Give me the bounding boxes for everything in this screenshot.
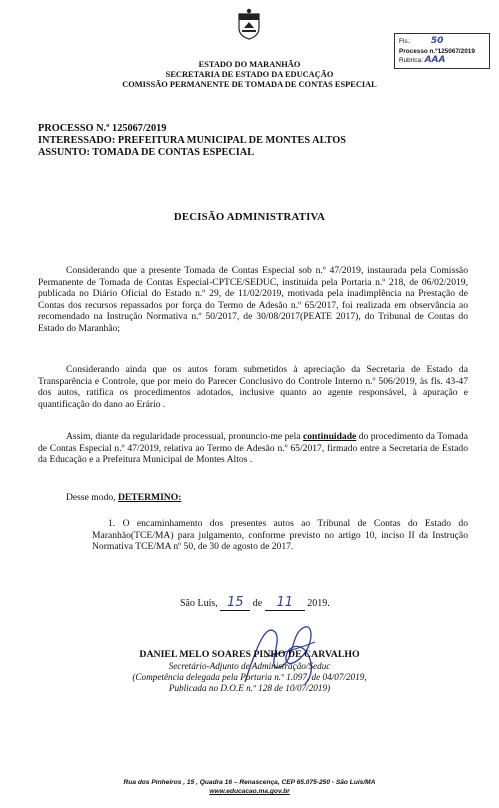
folio-stamp <box>394 33 490 69</box>
stamp-fls-value: 50 <box>430 36 444 46</box>
header-state: ESTADO DO MARANHÃO <box>198 60 301 69</box>
paragraph-3-end: do procedimento da Tomada de Contas Especial n.º 47/2019, relativa ao Termo de Adesão n.º 65/2017, firmado entre a Secretaria de Estado da Educação e a Prefeitura Municipal de Montes Altos . <box>38 431 468 466</box>
list-item-text: O encaminhamento dos presentes autos ao Tribunal de Contas do Estado do Maranhão(TCE/MA) para julgamento, conforme previsto no artigo 10, inciso II da Instrução Normativa TCE/MA nº 50, de 30 de agosto de 2017. <box>92 518 468 553</box>
stamp-processo-label: Processo n.º <box>399 47 438 55</box>
date-month: 11 <box>265 595 305 611</box>
date-place: São Luís, <box>180 598 218 609</box>
date-year: 2019. <box>307 598 330 609</box>
paragraph-3-emphasis: continuidade <box>302 431 357 442</box>
case-assunto: ASSUNTO: TOMADA DE CONTAS ESPECIAL <box>38 147 255 158</box>
list-item <box>92 518 468 553</box>
signatory-name: DANIEL MELO SOARES PINHO DE CARVALHO <box>139 649 360 660</box>
place-date-line <box>180 595 330 611</box>
paragraph-4-start: Desse modo, <box>66 492 118 503</box>
signatory-delegation: (Competência delegada pela Portaria n.º 1.097, de 04/07/2019, <box>132 672 367 682</box>
stamp-fls-label: Fls.: <box>399 38 412 45</box>
header-secretariat: SECRETARIA DE ESTADO DA EDUCAÇÃO <box>165 70 334 79</box>
paragraph-1: Considerando que a presente Tomada de Contas Especial sob n.º 47/2019, instaurada pela Comissão Permanente de Tomada de Contas Especial-CPTCE/SEDUC, instituída pela Portaria n.º 218, de 06/02/2019, publicada no Diário Oficial do Estado n.º 29, de 11/02/2019, motivada pela inadimplência na Prestação de Contas dos recursos repassados por força do Termo de Adesão n.º 65/2017, foi realizada em observância ao recomendado na Instrução Normativa n.º 50/2017, de 30/08/2017(PEATE 2017), do Tribunal de Contas do Estado do Maranhão; <box>38 265 468 334</box>
paragraph-4 <box>38 492 468 504</box>
list-item-number: 1. <box>108 518 116 529</box>
case-processo: PROCESSO N.º 125067/2019 <box>38 123 167 134</box>
stamp-processo-value: 125067/2019 <box>437 47 475 55</box>
signatory-role: Secretário-Adjunto de Administração/Seduc <box>168 661 331 671</box>
stamp-fls-row <box>399 37 485 47</box>
paragraph-3 <box>38 431 468 466</box>
stamp-rubrica-row <box>399 56 485 66</box>
paragraph-2: Considerando ainda que os autos foram submetidos à apreciação da Secretaria de Estado da Transparência e Controle, que por meio do Parecer Conclusivo do Controle Interno n.º 506/2019, às fls. 43-47 dos autos, ratifica os procedimentos adotados, inclusive quanto ao agente responsável, à apuração e quantificação do dano ao Erário . <box>38 364 468 410</box>
paragraph-4-emphasis: DETERMINO: <box>117 492 182 503</box>
state-coat-of-arms-icon <box>236 8 262 40</box>
document-title: DECISÃO ADMINISTRATIVA <box>173 211 326 223</box>
case-interessado: INTERESSADO: PREFEITURA MUNICIPAL DE MONTES ALTOS <box>38 135 346 146</box>
footer-address: Rua dos Pinheiros , 15 , Quadra 16 – Renascença, CEP 65.075-250 - São Luís/MA <box>123 779 376 786</box>
header-commission: COMISSÃO PERMANENTE DE TOMADA DE CONTAS ESPECIAL <box>122 80 377 89</box>
stamp-rubrica-label: Rubrica: <box>399 57 423 64</box>
paragraph-3-start: Assim, diante da regularidade processual, pronuncio-me pela <box>66 431 303 442</box>
date-de: de <box>252 598 263 609</box>
footer-website-link[interactable]: www.educacao.ma.gov.br <box>209 788 290 795</box>
signatory-publication: Publicada no D.O.E n.º 128 de 10/07/2019) <box>168 683 331 693</box>
footer-website[interactable] <box>0 787 499 796</box>
date-day: 15 <box>220 595 250 611</box>
stamp-rubrica-value: AAA <box>424 55 446 65</box>
